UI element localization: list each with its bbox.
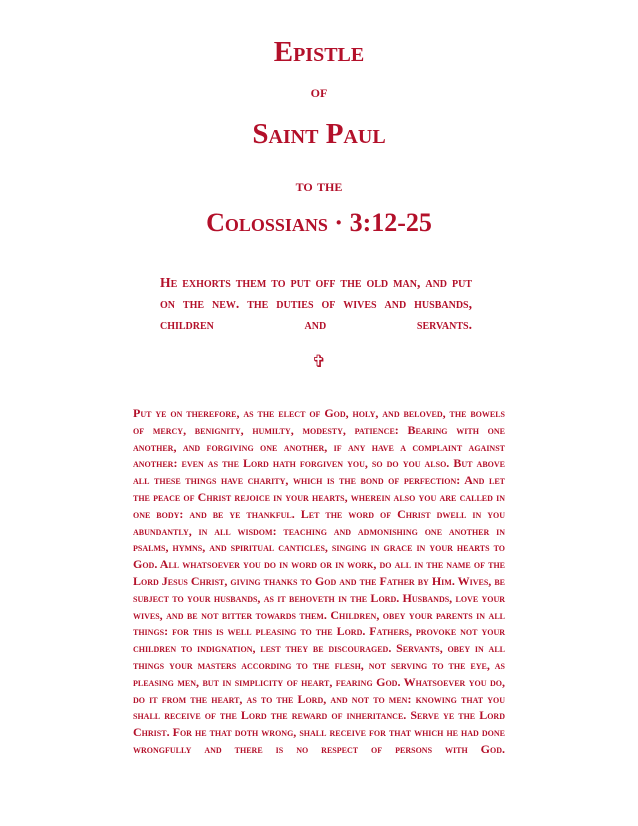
chapter-summary: He exhorts them to put off the old man, and put on the new. the duties of wives and husbands, children and servants.	[160, 275, 472, 332]
title-colossians-reference: Colossians · 3:12-25	[206, 208, 432, 237]
title-to-the: to the	[295, 176, 343, 195]
scripture-text: Put ye on therefore, as the elect of God, holy, and beloved, the bowels of mercy, benignity, humilty, modesty, patience: Bearing with one another, and forgiving one another, if any have a complaint against another: even as the Lord hath forgiven you, so do you also. But above all these things have charity, which is the bond of perfection: And let the peace of Christ rejoice in your hearts, wherein also you are called in one body: and be ye thankful. Let the word of Christ dwell in you abundantly, in all wisdom: teaching and admonishing one another in psalms, hymns, and spiritual canticles, singing in grace in your hearts to God. All whatsoever you do in word or in work, do all in the name of the Lord Jesus Christ, giving thanks to God and the Father by Him. Wives, be subject to your husbands, as it behoveth in the Lord. Husbands, love your wives, and be not bitter towards them. Children, obey your parents in all things: for this is well pleasing to the Lord. Fathers, provoke not your children to indignation, lest they be discouraged. Servants, obey in all things your masters according to the flesh, not serving to the eye, as pleasing men, but in simplicity of heart, fearing God. Whatsoever you do, do it from the heart, as to the Lord, and not to men: knowing that you shall receive of the Lord the reward of inheritance. Serve ye the Lord Christ. For he that doth wrong, shall receive for that which he had done wrongfully and there is no respect of persons with God.	[133, 406, 505, 756]
title-epistle: Epistle	[273, 36, 365, 68]
title-of: of	[310, 82, 328, 101]
title-saint-paul: Saint Paul	[252, 118, 386, 150]
cross-ornament-icon: ✞	[311, 352, 327, 372]
